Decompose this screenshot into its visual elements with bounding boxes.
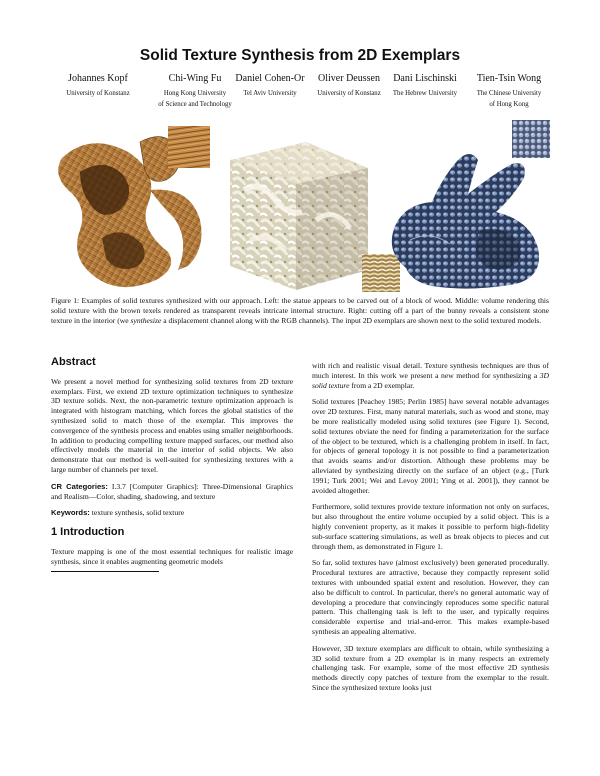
author-name: Johannes Kopf (68, 73, 128, 84)
author-affiliation: Tel Aviv University (243, 90, 297, 97)
author-affiliation: University of Konstanz (317, 90, 381, 97)
keywords-label: Keywords: (51, 508, 90, 518)
author-affiliation: Hong Kong University (163, 90, 227, 97)
cr-categories (51, 482, 293, 502)
intro-continued-text: with rich and realistic visual detail. Texture synthesis techniques are thus of much interest. In this work we present a new method for synthesizing a (312, 361, 549, 380)
cr-label: CR Categories: (51, 481, 108, 491)
author-name: Daniel Cohen-Or (235, 73, 305, 84)
footnote-rule (51, 571, 159, 572)
caption-text: Figure 1: Examples of solid textures synthesized with our approach. Left: the statue appears to be carved out of a block of wood. Middle: volume rendering this solid texture with the brown texels rendered as transparent reveals intricate internal structure. Right: cutting off a part of the bunny reveals a consistent stone texture in the interior (we (51, 296, 549, 326)
author-name: Tien-Tsin Wong (476, 73, 542, 84)
author-block (460, 72, 558, 110)
author-name: Chi-Wing Fu (168, 73, 222, 84)
figure-1 (50, 120, 550, 295)
body-paragraph: Solid textures [Peachey 1985; Perlin 1985] have several notable advantages over 2D textures. First, many natural materials, such as wood and stone, may be more realistically modeled using solid textures (see Figure 1). Second, solid textures obviate the need for finding a parameterization for the surface of the object to be textured, which is a challenging problem in itself. In fact, for objects of general topology it is not possible to find a parameterization that avoids seams and/or distortion. Although these problems may be alleviated by synthesizing directly on the surface of an object (e.g., [Turk 1991; Turk 2001; Wei and Levoy 2001; Ying et al. 2001]), they cannot be avoided altogether. (312, 397, 549, 495)
author-affiliation-line2: of Science and Technology (158, 101, 232, 108)
figure-1-caption (51, 296, 549, 327)
paper-title: Solid Texture Synthesis from 2D Exemplars (139, 47, 461, 64)
author-name: Oliver Deussen (318, 73, 380, 84)
author-name: Dani Lischinski (393, 73, 457, 84)
author-affiliation: The Chinese University (476, 90, 542, 97)
intro-continued-end: from a 2D exemplar. (349, 380, 415, 390)
right-column (312, 361, 549, 700)
intro-heading: 1 Introduction (51, 526, 125, 539)
cr-text: I.3.7 [Computer Graphics]: Three-Dimensional Graphics and Realism—Color, shading, shadowing, and texture (51, 481, 293, 501)
author-affiliation: The Hebrew University (392, 90, 458, 97)
tan-exemplar-swatch (362, 254, 400, 292)
keywords-text: texture synthesis, solid texture (89, 508, 185, 518)
keywords (51, 508, 293, 518)
abstract-text: We present a novel method for synthesizing solid textures from 2D texture exemplars. First, we extend 2D texture optimization techniques to synthesize 3D texture solids. Next, the non-parametric texture optimization approach is integrated with histogram matching, which forces the global statistics of the synthesized solid to match those of the exemplar. This improves the convergence of the synthesis process and enables using smaller neighborhoods. In addition to producing compelling texture mapped surfaces, our method also effectively models the material in the interior of solid objects. We also demonstrate that our method is well-suited for synthesizing textures with a large number of channels per texel. (51, 376, 293, 474)
caption-text-end: a displacement channel along with the RGB channels). The input 2D exemplars are shown next to the solid textured models. (161, 316, 542, 326)
left-column (51, 358, 293, 572)
body-paragraph: Furthermore, solid textures provide texture information not only on surfaces, but also throughout the entire volume occupied by a solid object. This is a highly convenient property, as it makes it possible to perform high-fidelity sub-surface scattering simulations, as well as break objects to pieces and cut through them, as demonstrated in Figure 1. (312, 502, 549, 551)
author-affiliation: University of Konstanz (66, 90, 130, 97)
intro-paragraph: Texture mapping is one of the most essential techniques for realistic image synthesis, since it enables augmenting geometric models (51, 546, 293, 566)
author-block (54, 72, 142, 99)
volume-cube-image (230, 142, 368, 290)
author-affiliation-line2: of Hong Kong (489, 101, 529, 108)
intro-emphasis: 3D solid texture (312, 370, 549, 390)
body-paragraph: So far, solid textures have (almost exclusively) been generated procedurally. Procedural textures are attractive, because they compactly represent solid textures with unbounded spatial extent and resolution. However, they can also be difficult to control. In particular, there's no general automatic way of developing a procedure that convincingly reproduces some specific natural pattern. This challenging task is left to the user, and typically requires considerable expertise and trial-and-error. This makes example-based synthesis an appealing alternative. (312, 558, 549, 636)
abstract-heading: Abstract (51, 356, 96, 368)
intro-continued (312, 361, 549, 390)
body-paragraph: However, 3D texture exemplars are difficult to obtain, while synthesizing a 3D solid texture from a 2D exemplar is in many respects an extremely challenging task. For example, some of the most effective 2D synthesis methods directly copy patches of texture from the exemplar to the result. Since the synthesized texture looks just (312, 643, 549, 692)
stone-exemplar-swatch (512, 120, 550, 158)
wood-exemplar-swatch (168, 126, 210, 168)
caption-emphasis: synthesize (130, 316, 162, 326)
stone-bunny-image (392, 154, 539, 289)
